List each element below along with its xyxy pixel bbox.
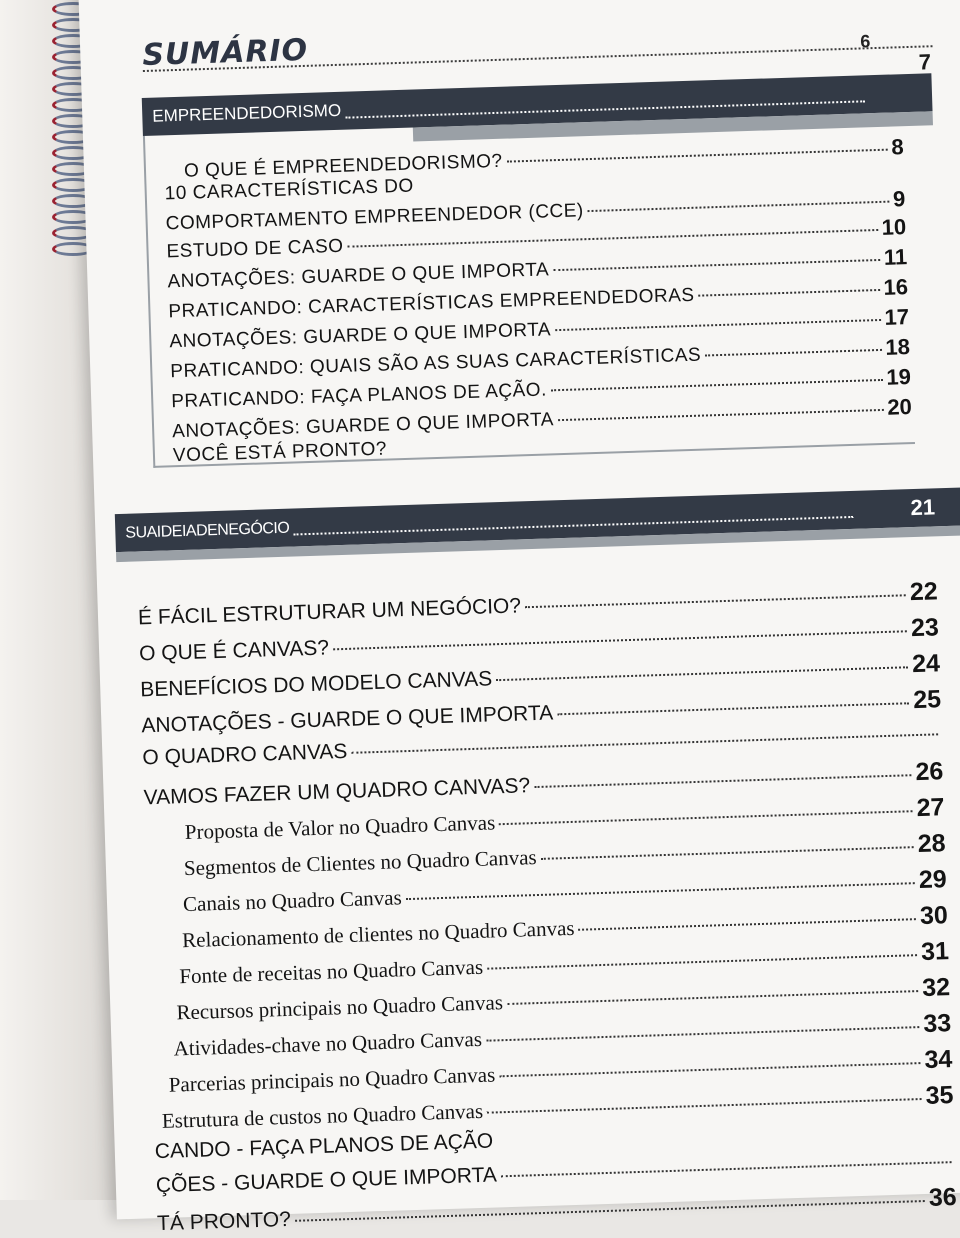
toc-subentry[interactable]: Parcerias principais no Quadro Canvas 34: [168, 1045, 953, 1097]
toc-entry[interactable]: É FÁCIL ESTRUTURAR UM NEGÓCIO? 22: [137, 577, 939, 630]
toc-entry[interactable]: VOCÊ ESTÁ PRONTO?: [172, 438, 388, 467]
toc-entry[interactable]: ANOTAÇÕES: GUARDE O QUE IMPORTA 17: [169, 304, 910, 353]
toc-entry[interactable]: O QUE É CANVAS? 23: [138, 613, 940, 666]
page-title: SUMÁRIO: [141, 32, 309, 74]
book-page: [78, 0, 960, 1236]
toc-entry[interactable]: O QUADRO CANVAS: [142, 721, 942, 770]
toc-subentry[interactable]: Estrutura de custos no Quadro Canvas 35: [161, 1081, 954, 1133]
toc-subentry[interactable]: Segmentos de Clientes no Quadro Canvas 28: [183, 829, 946, 881]
toc-entry[interactable]: ESTUDO DE CASO 10: [166, 214, 907, 263]
toc-subentry[interactable]: Canais no Quadro Canvas 29: [182, 865, 948, 917]
toc-subentry[interactable]: Proposta de Valor no Quadro Canvas 27: [184, 793, 945, 845]
section-leader: [293, 503, 853, 535]
section-page-number: 7: [918, 49, 932, 75]
section-leader: [345, 88, 865, 118]
section-title: SUAIDEIADENEGÓCIO: [125, 519, 290, 542]
toc-entry[interactable]: COMPORTAMENTO EMPREENDEDOR (CCE) 9: [165, 186, 906, 235]
toc-entry[interactable]: BENEFÍCIOS DO MODELO CANVAS 24: [139, 649, 941, 702]
toc-subentry[interactable]: Atividades-chave no Quadro Canvas 33: [173, 1009, 952, 1061]
toc-entry[interactable]: PRATICANDO: CARACTERÍSTICAS EMPREENDEDORAS 16: [168, 274, 909, 323]
title-page-number: 6: [860, 31, 871, 52]
toc-entry[interactable]: PRATICANDO: FAÇA PLANOS DE AÇÃO. 19: [170, 364, 912, 413]
toc-subentry[interactable]: Relacionamento de clientes no Quadro Canvas 30: [181, 901, 949, 953]
toc-subentry[interactable]: Recursos principais no Quadro Canvas 32: [176, 973, 951, 1025]
toc-entry[interactable]: O QUE É EMPREENDEDORISMO? 8: [183, 134, 905, 182]
toc-entry[interactable]: ANOTAÇÕES: GUARDE O QUE IMPORTA 11: [167, 244, 908, 293]
toc-entry[interactable]: 10 CARACTERÍSTICAS DO: [164, 175, 415, 205]
toc-entry[interactable]: TÁ PRONTO? 36: [156, 1183, 958, 1236]
toc-entry[interactable]: PRATICANDO: QUAIS SÃO AS SUAS CARACTERÍSTICAS 18: [170, 334, 911, 383]
toc-entry[interactable]: ÇÕES - GUARDE O QUE IMPORTA: [156, 1149, 956, 1198]
toc-entry[interactable]: CANDO - FAÇA PLANOS DE AÇÃO: [154, 1129, 494, 1164]
toc-entry[interactable]: VAMOS FAZER UM QUADRO CANVAS? 26: [143, 757, 944, 810]
toc-entry[interactable]: ANOTAÇÕES: GUARDE O QUE IMPORTA 20: [171, 394, 913, 443]
section-page-number: 21: [910, 494, 936, 521]
toc-entry[interactable]: ANOTAÇÕES - GUARDE O QUE IMPORTA 25: [141, 685, 942, 738]
section-title: EMPREENDEDORISMO: [152, 100, 342, 126]
toc-subentry[interactable]: Fonte de receitas no Quadro Canvas 31: [178, 937, 950, 989]
